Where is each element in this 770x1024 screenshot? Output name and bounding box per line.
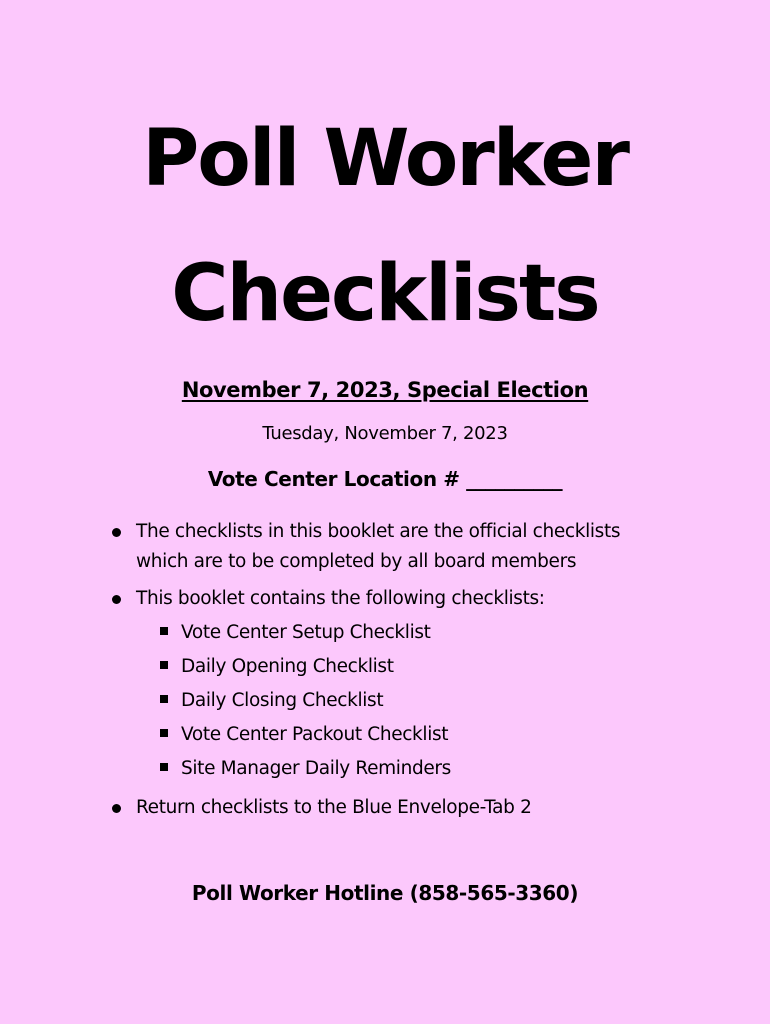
- list-item-text: This booklet contains the following checklists:: [136, 588, 545, 609]
- square-bullet-icon: [160, 661, 168, 669]
- sublist-item: [136, 650, 670, 684]
- sublist-item: [136, 718, 670, 752]
- bullet-icon: [112, 804, 121, 813]
- bullet-icon: [112, 595, 121, 604]
- instruction-list: [110, 517, 670, 830]
- sublist-item: [136, 752, 670, 786]
- title-line-2: Checklists: [171, 249, 599, 339]
- square-bullet-icon: [160, 627, 168, 635]
- sublist-item-text: Daily Opening Checklist: [181, 656, 394, 677]
- hotline-text: Poll Worker Hotline (858-565-3360): [191, 881, 579, 905]
- list-item: [110, 584, 670, 786]
- square-bullet-icon: [160, 695, 168, 703]
- list-item-text: Return checklists to the Blue Envelope-Tab 2: [136, 797, 532, 818]
- square-bullet-icon: [160, 763, 168, 771]
- list-item-text: The checklists in this booklet are the official checklists which are to be completed by all board members: [136, 521, 621, 572]
- sublist-item: [136, 616, 670, 650]
- sublist-item-text: Vote Center Setup Checklist: [181, 622, 431, 643]
- list-item: [110, 517, 670, 577]
- sublist-item: [136, 684, 670, 718]
- election-heading: November 7, 2023, Special Election: [181, 378, 589, 402]
- title-line-1: Poll Worker: [142, 114, 628, 204]
- sublist-item-text: Vote Center Packout Checklist: [181, 724, 449, 745]
- list-item: [110, 793, 670, 823]
- sublist-item-text: Site Manager Daily Reminders: [181, 758, 451, 779]
- checklist-sublist: [136, 616, 670, 786]
- sublist-item-text: Daily Closing Checklist: [181, 690, 384, 711]
- election-date: Tuesday, November 7, 2023: [262, 423, 508, 444]
- vote-center-location: Vote Center Location # __________: [207, 467, 563, 491]
- square-bullet-icon: [160, 729, 168, 737]
- bullet-icon: [112, 528, 121, 537]
